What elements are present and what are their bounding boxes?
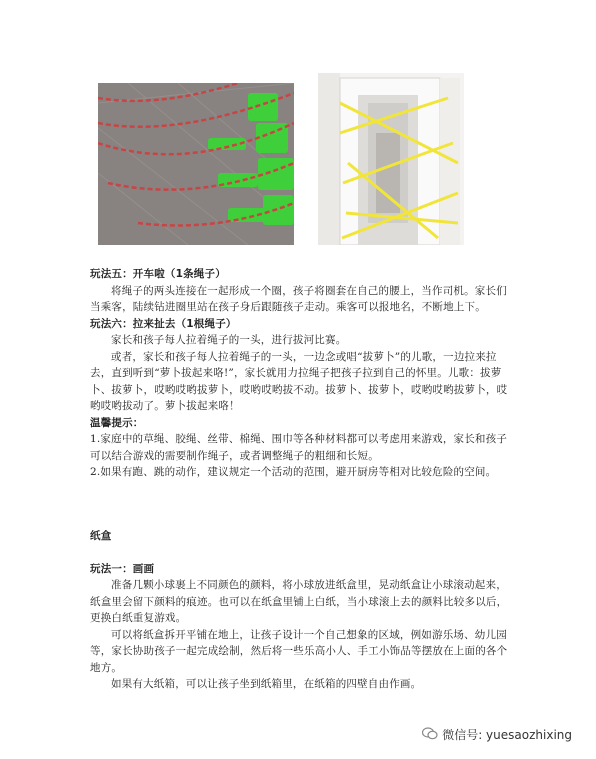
box-game1-body-1: 准备几颗小球裹上不同颜色的颜料，将小球放进纸盒里，晃动纸盒让小球滚动起来，纸盒里会留下颜料的痕迹。也可以在纸盒里铺上白纸，当小球滚上去的颜料比较多以后，更换白纸重复游戏。 <box>90 579 508 624</box>
box-game1-title: 玩法一：画画 <box>90 562 155 575</box>
wechat-watermark <box>422 726 572 743</box>
box-games-section <box>90 528 510 693</box>
tips-title: 温馨提示： <box>90 416 144 429</box>
box-game1-body-2: 可以将纸盒拆开平铺在地上，让孩子设计一个自己想象的区域，例如游乐场、幼儿园等，家长协助孩子一起完成绘制，然后将一些乐高小人、手工小饰品等摆放在上面的各个地方。 <box>90 628 508 674</box>
box-heading: 纸盒 <box>90 530 112 542</box>
box-game1-body-3: 如果有大纸箱，可以让孩子坐到纸箱里，在纸箱的四壁自由作画。 <box>111 678 422 690</box>
yellow-tape-door-photo <box>318 73 464 245</box>
rope-chairs-photo <box>98 83 294 245</box>
game5-body: 将绳子的两头连接在一起形成一个圈，孩子将圈套在自己的腰上，当作司机。家长们当乘客，陆续钻进圈里站在孩子身后跟随孩子走动。乘客可以报地名，不断地上下。 <box>90 284 507 313</box>
game6-body-1: 家长和孩子每人拉着绳子的一头，进行拔河比赛。 <box>111 334 347 346</box>
tip-1: 1.家庭中的草绳、胶绳、丝带、棉绳、围巾等各种材料都可以考虑用来游戏，家长和孩子可以结合游戏的需要制作绳子，或者调整绳子的粗细和长短。 <box>90 433 508 462</box>
wechat-icon <box>422 727 438 743</box>
tip-2: 2.如果有跑、跳的动作，建议规定一个活动的范围，避开厨房等相对比较危险的空间。 <box>90 466 497 478</box>
game6-body-2: 或者，家长和孩子每人拉着绳子的一头，一边念或唱“拔萝卜”的儿歌，一边拉来拉去，直到听到“萝卜拔起来咯!”，家长就用力拉绳子把孩子拉到自己的怀里。儿歌：拔萝卜、拔萝卜，哎哟哎哟拔萝卜，哎哟哎哟拔不动。拔萝卜、拔萝卜，哎哟哎哟拔萝卜，哎哟哎哟拔动了。萝卜拔起来咯！ <box>90 350 508 412</box>
game5-title: 玩法五：开车啦（1条绳子） <box>90 268 226 280</box>
game6-title: 玩法六：拉来扯去（1根绳子） <box>90 317 237 330</box>
wechat-id-label: 微信号: yuesaozhixing <box>442 728 572 742</box>
rope-games-section <box>90 266 510 481</box>
